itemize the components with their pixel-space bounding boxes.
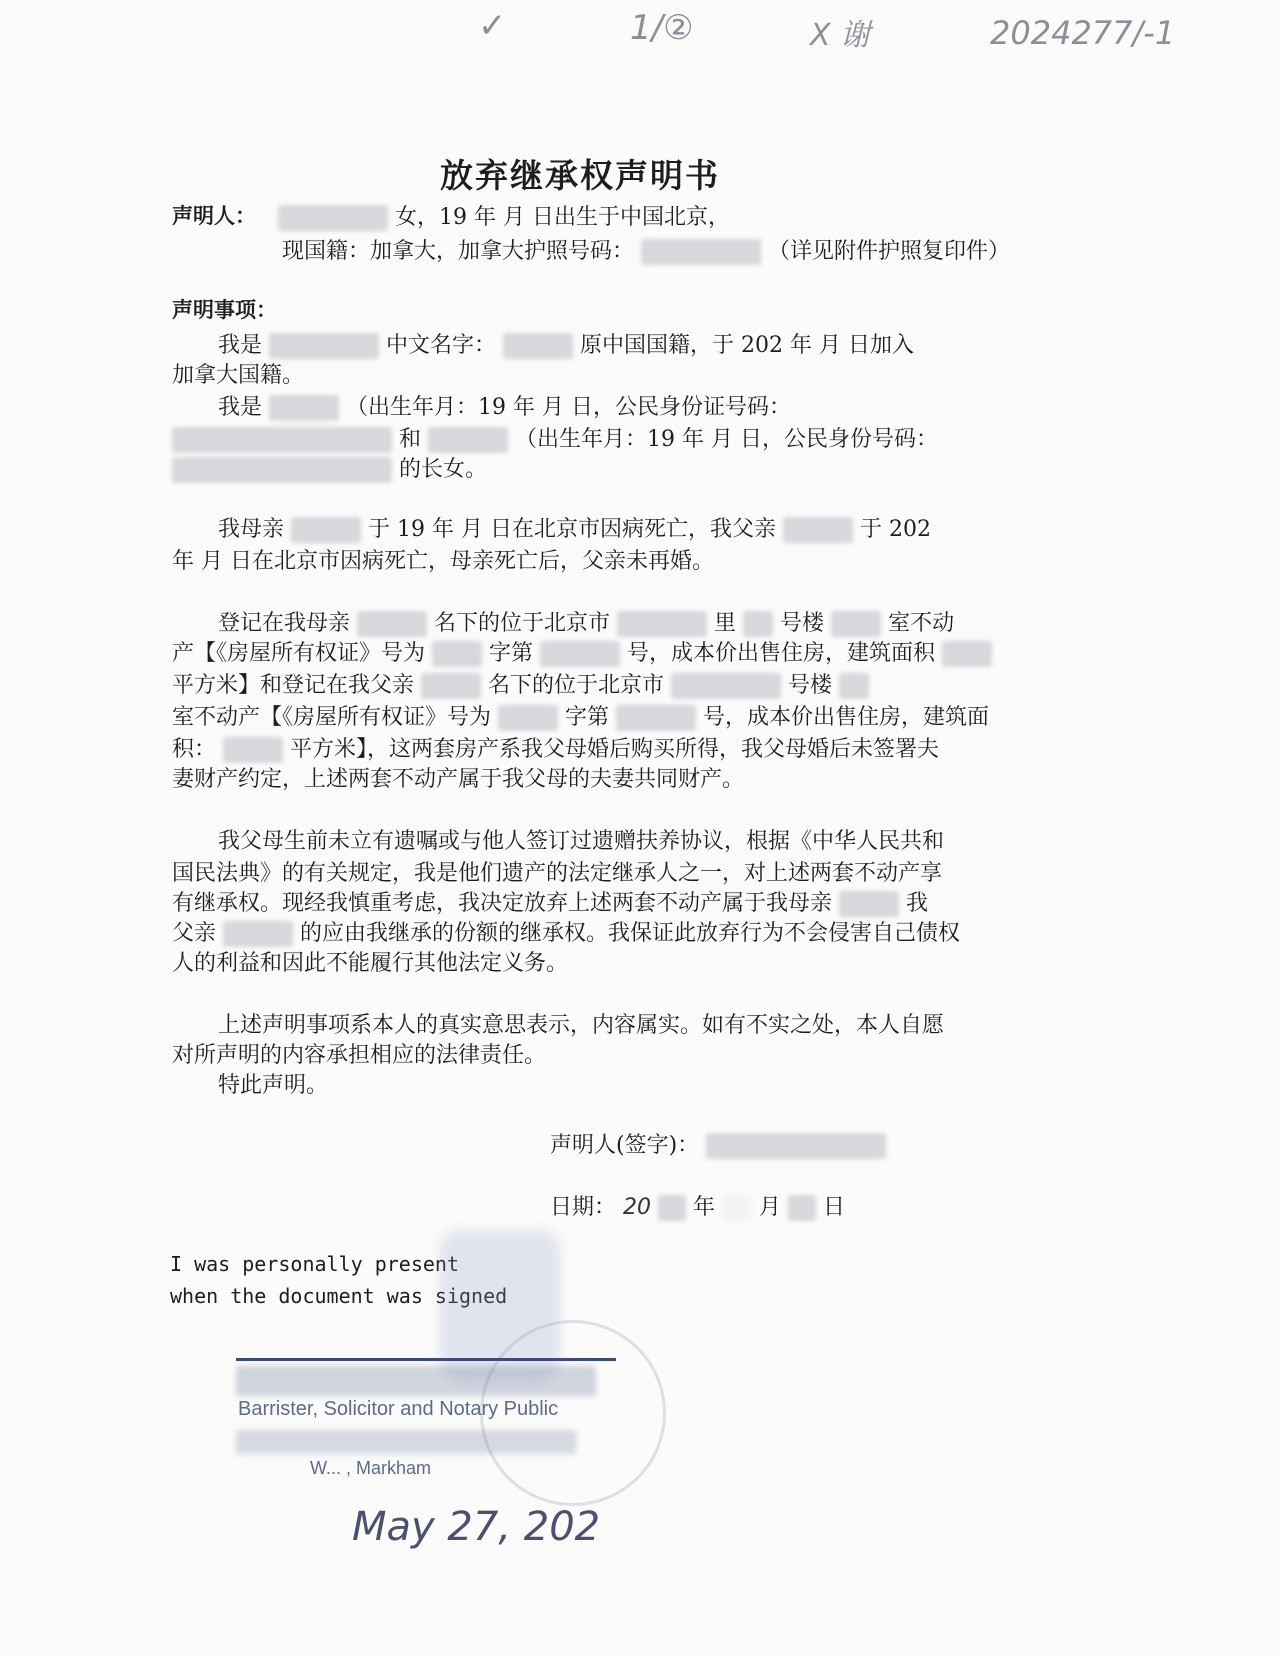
redaction: [432, 641, 482, 667]
redaction: [783, 517, 853, 543]
para2-line1: [218, 390, 791, 421]
text: 里: [714, 611, 737, 636]
date-handwritten: 20: [623, 1195, 652, 1220]
para5-line4: [172, 916, 960, 947]
notary-address: W... , Markham: [310, 1458, 432, 1478]
para7: 特此声明。: [218, 1073, 329, 1098]
para5-line5: 人的利益和因此不能履行其他法定义务。: [172, 951, 569, 976]
declarant-line1: [278, 200, 730, 231]
redaction: [839, 673, 869, 699]
signature-line: [550, 1128, 886, 1159]
notary-line2: when the document was signed: [170, 1284, 508, 1308]
para2-line3: [172, 452, 487, 483]
text: 产【《房屋所有权证》号为: [172, 641, 426, 666]
text: 室不动产【《房屋所有权证》号为: [172, 705, 492, 730]
passport-note: （详见附件护照复印件）: [768, 239, 1011, 264]
redaction: [942, 641, 992, 667]
text: 平方米】和登记在我父亲: [172, 673, 415, 698]
text: 和: [399, 427, 422, 452]
redaction: [172, 427, 392, 453]
text: 字第: [565, 705, 610, 730]
redaction: [839, 891, 899, 917]
text: 号，成本价出售住房，建筑面: [703, 705, 990, 730]
redaction: [617, 611, 707, 637]
text: 号楼: [780, 611, 825, 636]
redaction: [269, 333, 379, 359]
redaction: [357, 611, 427, 637]
redaction: [498, 705, 558, 731]
nationality-text: 现国籍：加拿大，加拿大护照号码：: [282, 239, 635, 264]
redaction: [428, 427, 508, 453]
redaction: [172, 457, 392, 483]
document-title: 放弃继承权声明书: [440, 156, 720, 195]
stamp-line-redaction: [236, 1430, 576, 1454]
text: 有继承权。现经我慎重考虑，我决定放弃上述两套不动产属于我母亲: [172, 891, 833, 916]
text: 我是: [218, 395, 263, 420]
para6-line2: 对所声明的内容承担相应的法律责任。: [172, 1043, 547, 1068]
para1-line1: [218, 328, 914, 359]
para4-line5: [172, 732, 939, 763]
handwritten-page-mark: 1/②: [630, 8, 694, 48]
redaction: [223, 737, 283, 763]
notary-title: Barrister, Solicitor and Notary Public: [238, 1398, 559, 1420]
text: 于 202: [859, 517, 931, 542]
para4-line6: 妻财产约定，上述两套不动产属于我父母的夫妻共同财产。: [172, 767, 745, 792]
para4-line4: [172, 700, 989, 731]
text: 原中国国籍，于 202 年 月 日加入: [580, 333, 914, 358]
text: 登记在我母亲: [218, 611, 351, 636]
redaction: [658, 1195, 686, 1221]
text: 积：: [172, 737, 217, 762]
para5-line3: [172, 886, 928, 917]
redaction: [788, 1195, 816, 1221]
para6-line1: 上述声明事项系本人的真实意思表示，内容属实。如有不实之处，本人自愿: [218, 1013, 945, 1038]
text: 我: [906, 891, 929, 916]
text: 号，成本价出售住房，建筑面积: [627, 641, 936, 666]
redaction: [616, 705, 696, 731]
date-line: [550, 1190, 845, 1221]
signature-redaction: [706, 1133, 886, 1159]
stamp-name-redaction: [236, 1366, 596, 1396]
text: 室不动: [888, 611, 955, 636]
redaction: [743, 611, 773, 637]
text: 名下的位于北京市: [434, 611, 611, 636]
para5-line1: 我父母生前未立有遗嘱或与他人签订过遗赠扶养协议，根据《中华人民共和: [218, 829, 945, 854]
redaction: [722, 1195, 752, 1221]
redaction: [421, 673, 481, 699]
matters-label: 声明事项：: [172, 297, 277, 322]
year-label: 年: [693, 1195, 716, 1220]
notary-line1: I was personally present: [170, 1252, 459, 1276]
para4-line2: [172, 636, 992, 667]
para3-line2: 年 月 日在北京市因病死亡，母亲死亡后，父亲未再婚。: [172, 549, 714, 574]
declarant-birth-text: 女，19 年 月 日出生于中国北京，: [395, 205, 730, 230]
para2-line2: [172, 422, 938, 453]
text: 名下的位于北京市: [488, 673, 665, 698]
redaction: [269, 395, 339, 421]
redaction: [831, 611, 881, 637]
para3-line1: [218, 512, 931, 543]
text: 父亲: [172, 921, 217, 946]
para5-line2: 国民法典》的有关规定，我是他们遗产的法定继承人之一，对上述两套不动产享: [172, 861, 943, 886]
declarant-label: 声明人：: [172, 203, 256, 228]
text: 于 19 年 月 日在北京市因病死亡，我父亲: [368, 517, 776, 542]
stamp-rule: [236, 1358, 616, 1361]
signature-label: 声明人(签字)：: [550, 1133, 700, 1158]
para4-line3: [172, 668, 869, 699]
redaction: [540, 641, 620, 667]
redaction: [503, 333, 573, 359]
handwritten-ref: 2024277/-1: [990, 14, 1176, 52]
text: 我母亲: [218, 517, 285, 542]
redaction: [223, 921, 293, 947]
handwritten-check: ✓: [478, 6, 507, 46]
text: 平方米】，这两套房产系我父母婚后购买所得，我父母婚后未签署夫: [290, 737, 940, 762]
text: （出生年月：19 年 月 日，公民身份证号码：: [346, 395, 791, 420]
declarant-line2: [282, 234, 1010, 265]
text: 的应由我继承的份额的继承权。我保证此放弃行为不会侵害自己债权: [300, 921, 961, 946]
redaction: [291, 517, 361, 543]
date-label: 日期：: [550, 1195, 617, 1220]
day-label: 日: [823, 1195, 846, 1220]
text: 号楼: [788, 673, 833, 698]
redaction: [641, 239, 761, 265]
redaction: [671, 673, 781, 699]
month-label: 月: [759, 1195, 782, 1220]
notary-hand-date: May 27, 202: [352, 1504, 601, 1550]
text: 中文名字：: [386, 333, 497, 358]
text: 的长女。: [399, 457, 488, 482]
handwritten-note: X 谢: [810, 18, 871, 53]
para1-line2: 加拿大国籍。: [172, 363, 305, 388]
text: 字第: [489, 641, 534, 666]
para4-line1: [218, 606, 954, 637]
text: （出生年月：19 年 月 日，公民身份号码：: [515, 427, 938, 452]
text: 我是: [218, 333, 263, 358]
redaction: [278, 205, 388, 231]
